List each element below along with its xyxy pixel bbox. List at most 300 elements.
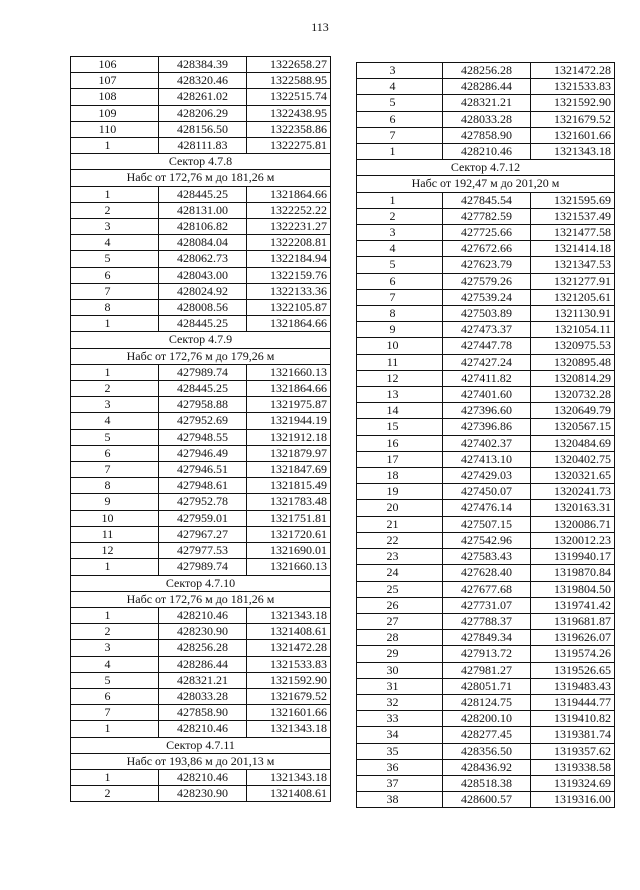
coordinate-y: 1321343.18: [531, 144, 615, 160]
table-row: [71, 73, 331, 89]
point-number: 1: [71, 721, 159, 737]
coordinate-x: 428321.21: [159, 672, 247, 688]
coordinate-x: 427539.24: [443, 289, 531, 305]
coordinate-y: 1322358.86: [247, 121, 331, 137]
table-row: [357, 678, 615, 694]
point-number: 7: [71, 705, 159, 721]
point-number: 12: [71, 543, 159, 559]
table-row: [71, 769, 331, 785]
coordinate-y: 1322588.95: [247, 73, 331, 89]
table-row: [357, 257, 615, 273]
table-row: [71, 640, 331, 656]
point-number: 7: [357, 127, 443, 143]
coordinate-x: 427958.88: [159, 397, 247, 413]
coordinate-x: 428062.73: [159, 251, 247, 267]
coordinate-y: 1319324.69: [531, 775, 615, 791]
table-row: [71, 526, 331, 542]
point-number: 38: [357, 792, 443, 808]
coordinate-y: 1321660.13: [247, 364, 331, 380]
sector-heading: Сектор 4.7.8: [71, 154, 331, 170]
table-row: [71, 381, 331, 397]
point-number: 18: [357, 468, 443, 484]
sector-heading: Набс от 192,47 м до 201,20 м: [357, 176, 615, 192]
coordinate-x: 428445.25: [159, 186, 247, 202]
point-number: 1: [71, 316, 159, 332]
point-number: 14: [357, 403, 443, 419]
coordinate-y: 1320321.65: [531, 468, 615, 484]
point-number: 1: [71, 769, 159, 785]
point-number: 2: [357, 208, 443, 224]
sector-heading-row: [71, 737, 331, 753]
coordinate-x: 428043.00: [159, 267, 247, 283]
coordinate-x: 428286.44: [443, 79, 531, 95]
coordinate-x: 427476.14: [443, 500, 531, 516]
table-row: [71, 543, 331, 559]
coordinate-y: 1321660.13: [247, 559, 331, 575]
coordinate-x: 427981.27: [443, 662, 531, 678]
point-number: 3: [71, 640, 159, 656]
coordinate-y: 1321679.52: [531, 111, 615, 127]
sector-heading-row: [357, 160, 615, 176]
table-row: [357, 192, 615, 208]
table-row: [71, 316, 331, 332]
coordinate-x: 427946.49: [159, 445, 247, 461]
sector-heading-row: [71, 591, 331, 607]
point-number: 106: [71, 57, 159, 73]
coordinate-x: 428600.57: [443, 792, 531, 808]
table-row: [357, 646, 615, 662]
coordinate-x: 428436.92: [443, 759, 531, 775]
sector-heading: Сектор 4.7.10: [71, 575, 331, 591]
point-number: 10: [71, 510, 159, 526]
coordinate-x: 427429.03: [443, 468, 531, 484]
point-number: 107: [71, 73, 159, 89]
coordinate-y: 1319574.26: [531, 646, 615, 662]
table-row: [71, 688, 331, 704]
coordinate-x: 428106.82: [159, 219, 247, 235]
coordinate-x: 427427.24: [443, 354, 531, 370]
coordinate-y: 1319338.58: [531, 759, 615, 775]
table-row: [357, 451, 615, 467]
point-number: 22: [357, 532, 443, 548]
coordinate-x: 428230.90: [159, 624, 247, 640]
coordinate-y: 1322658.27: [247, 57, 331, 73]
coordinate-y: 1320649.79: [531, 403, 615, 419]
point-number: 10: [357, 338, 443, 354]
coordinate-y: 1321347.53: [531, 257, 615, 273]
table-row: [71, 478, 331, 494]
coordinate-x: 427623.79: [443, 257, 531, 273]
coordinate-x: 427542.96: [443, 532, 531, 548]
table-row: [71, 300, 331, 316]
point-number: 1: [71, 186, 159, 202]
coordinate-x: 427396.86: [443, 419, 531, 435]
point-number: 1: [357, 144, 443, 160]
table-row: [357, 338, 615, 354]
coordinate-y: 1321690.01: [247, 543, 331, 559]
coordinate-y: 1319804.50: [531, 581, 615, 597]
table-row: [357, 127, 615, 143]
point-number: 6: [71, 445, 159, 461]
table-body-left: [71, 57, 331, 802]
sector-heading-row: [71, 154, 331, 170]
table-row: [71, 219, 331, 235]
point-number: 3: [71, 397, 159, 413]
table-row: [71, 607, 331, 623]
table-row: [71, 138, 331, 154]
coordinate-y: 1319357.62: [531, 743, 615, 759]
coordinate-y: 1322159.76: [247, 267, 331, 283]
coordinate-y: 1322105.87: [247, 300, 331, 316]
coordinate-y: 1320012.23: [531, 532, 615, 548]
point-number: 7: [71, 462, 159, 478]
coordinate-x: 428445.25: [159, 381, 247, 397]
table-row: [357, 711, 615, 727]
coordinate-x: 428210.46: [159, 721, 247, 737]
table-row: [71, 786, 331, 802]
point-number: 9: [71, 494, 159, 510]
coordinate-y: 1321601.66: [531, 127, 615, 143]
coordinate-x: 427952.78: [159, 494, 247, 510]
coordinate-x: 427858.90: [443, 127, 531, 143]
coordinate-y: 1321720.61: [247, 526, 331, 542]
coordinate-y: 1322208.81: [247, 235, 331, 251]
coordinate-y: 1321414.18: [531, 241, 615, 257]
sector-heading-row: [71, 348, 331, 364]
table-row: [71, 397, 331, 413]
coordinate-y: 1319381.74: [531, 727, 615, 743]
coordinate-y: 1319741.42: [531, 597, 615, 613]
point-number: 8: [357, 306, 443, 322]
point-number: 6: [71, 267, 159, 283]
point-number: 110: [71, 121, 159, 137]
coordinate-x: 427725.66: [443, 225, 531, 241]
point-number: 24: [357, 565, 443, 581]
coordinate-y: 1320567.15: [531, 419, 615, 435]
coordinate-y: 1321533.83: [247, 656, 331, 672]
coordinate-y: 1321864.66: [247, 316, 331, 332]
coordinates-table-left: [70, 56, 331, 802]
coordinate-y: 1321472.28: [247, 640, 331, 656]
point-number: 7: [357, 289, 443, 305]
point-number: 36: [357, 759, 443, 775]
coordinate-x: 428445.25: [159, 316, 247, 332]
coordinate-x: 427913.72: [443, 646, 531, 662]
coordinate-x: 428384.39: [159, 57, 247, 73]
point-number: 7: [71, 283, 159, 299]
coordinate-y: 1322275.81: [247, 138, 331, 154]
coordinate-y: 1321912.18: [247, 429, 331, 445]
table-row: [357, 597, 615, 613]
coordinate-y: 1322438.95: [247, 105, 331, 121]
table-row: [357, 662, 615, 678]
table-row: [357, 630, 615, 646]
coordinate-y: 1319410.82: [531, 711, 615, 727]
table-row: [357, 403, 615, 419]
table-row: [357, 208, 615, 224]
table-row: [71, 445, 331, 461]
table-body-right: [357, 63, 615, 808]
coordinate-y: 1319870.84: [531, 565, 615, 581]
point-number: 2: [71, 202, 159, 218]
sector-heading: Сектор 4.7.11: [71, 737, 331, 753]
coordinate-x: 427396.60: [443, 403, 531, 419]
table-row: [357, 694, 615, 710]
point-number: 5: [71, 251, 159, 267]
coordinate-x: 428356.50: [443, 743, 531, 759]
sector-heading: Сектор 4.7.12: [357, 160, 615, 176]
point-number: 16: [357, 435, 443, 451]
point-number: 8: [71, 300, 159, 316]
table-row: [357, 144, 615, 160]
coordinate-x: 427967.27: [159, 526, 247, 542]
coordinate-y: 1319940.17: [531, 549, 615, 565]
table-row: [71, 462, 331, 478]
coordinate-x: 428156.50: [159, 121, 247, 137]
coordinate-x: 427628.40: [443, 565, 531, 581]
point-number: 9: [357, 322, 443, 338]
coordinate-y: 1320732.28: [531, 387, 615, 403]
coordinate-x: 428230.90: [159, 786, 247, 802]
sector-heading-row: [71, 753, 331, 769]
table-row: [357, 273, 615, 289]
coordinate-y: 1319681.87: [531, 613, 615, 629]
coordinate-x: 428518.38: [443, 775, 531, 791]
point-number: 3: [357, 225, 443, 241]
table-row: [357, 565, 615, 581]
coordinate-x: 427503.89: [443, 306, 531, 322]
point-number: 109: [71, 105, 159, 121]
coordinate-x: 428124.75: [443, 694, 531, 710]
table-row: [357, 95, 615, 111]
point-number: 2: [71, 624, 159, 640]
coordinate-y: 1321592.90: [531, 95, 615, 111]
coordinate-x: 427401.60: [443, 387, 531, 403]
table-row: [71, 364, 331, 380]
coordinate-y: 1321592.90: [247, 672, 331, 688]
coordinate-y: 1322252.22: [247, 202, 331, 218]
coordinate-y: 1320814.29: [531, 370, 615, 386]
coordinate-y: 1321533.83: [531, 79, 615, 95]
point-number: 15: [357, 419, 443, 435]
table-row: [357, 516, 615, 532]
point-number: 35: [357, 743, 443, 759]
point-number: 21: [357, 516, 443, 532]
coordinate-x: 427989.74: [159, 364, 247, 380]
coordinate-y: 1321054.11: [531, 322, 615, 338]
coordinate-x: 427959.01: [159, 510, 247, 526]
coordinate-y: 1321864.66: [247, 186, 331, 202]
table-row: [71, 251, 331, 267]
point-number: 3: [71, 219, 159, 235]
coordinate-x: 427731.07: [443, 597, 531, 613]
point-number: 11: [357, 354, 443, 370]
coordinate-x: 427858.90: [159, 705, 247, 721]
point-number: 4: [71, 413, 159, 429]
coordinate-x: 428131.00: [159, 202, 247, 218]
coordinate-x: 428286.44: [159, 656, 247, 672]
coordinate-y: 1321751.81: [247, 510, 331, 526]
coordinate-x: 427507.15: [443, 516, 531, 532]
coordinate-x: 427948.55: [159, 429, 247, 445]
coordinate-y: 1321205.61: [531, 289, 615, 305]
coordinate-x: 428008.56: [159, 300, 247, 316]
coordinate-y: 1321343.18: [247, 721, 331, 737]
table-row: [71, 672, 331, 688]
table-row: [71, 559, 331, 575]
point-number: 34: [357, 727, 443, 743]
coordinate-x: 427989.74: [159, 559, 247, 575]
table-row: [357, 727, 615, 743]
table-row: [357, 419, 615, 435]
coordinate-x: 428320.46: [159, 73, 247, 89]
sector-heading-row: [71, 170, 331, 186]
point-number: 2: [71, 381, 159, 397]
point-number: 29: [357, 646, 443, 662]
point-number: 6: [71, 688, 159, 704]
coordinate-y: 1321408.61: [247, 786, 331, 802]
coordinate-x: 427977.53: [159, 543, 247, 559]
table-row: [357, 370, 615, 386]
coordinate-y: 1319626.07: [531, 630, 615, 646]
coordinate-x: 428256.28: [159, 640, 247, 656]
point-number: 23: [357, 549, 443, 565]
point-number: 1: [71, 364, 159, 380]
table-row: [357, 549, 615, 565]
coordinate-y: 1319526.65: [531, 662, 615, 678]
point-number: 13: [357, 387, 443, 403]
sector-heading-row: [71, 332, 331, 348]
table-row: [357, 759, 615, 775]
page-number: 113: [311, 20, 329, 34]
coordinate-y: 1319483.43: [531, 678, 615, 694]
coordinate-y: 1321537.49: [531, 208, 615, 224]
coordinate-y: 1321601.66: [247, 705, 331, 721]
table-row: [71, 510, 331, 526]
point-number: 6: [357, 111, 443, 127]
point-number: 12: [357, 370, 443, 386]
sector-heading: Сектор 4.7.9: [71, 332, 331, 348]
table-row: [357, 322, 615, 338]
coordinate-y: 1320241.73: [531, 484, 615, 500]
coordinate-y: 1321343.18: [247, 607, 331, 623]
table-row: [357, 468, 615, 484]
coordinate-x: 427677.68: [443, 581, 531, 597]
point-number: 1: [71, 138, 159, 154]
coordinate-x: 427579.26: [443, 273, 531, 289]
point-number: 5: [71, 672, 159, 688]
coordinate-x: 427788.37: [443, 613, 531, 629]
coordinate-x: 427583.43: [443, 549, 531, 565]
table-row: [357, 63, 615, 79]
table-row: [357, 613, 615, 629]
sector-heading: Набс от 172,76 м до 181,26 м: [71, 591, 331, 607]
point-number: 1: [71, 607, 159, 623]
table-row: [357, 743, 615, 759]
coordinates-table-right: [356, 62, 615, 808]
point-number: 3: [357, 63, 443, 79]
point-number: 28: [357, 630, 443, 646]
coordinate-y: 1321815.49: [247, 478, 331, 494]
point-number: 2: [71, 786, 159, 802]
point-number: 5: [71, 429, 159, 445]
coordinate-x: 428033.28: [443, 111, 531, 127]
table-row: [71, 429, 331, 445]
point-number: 8: [71, 478, 159, 494]
coordinate-x: 427473.37: [443, 322, 531, 338]
coordinate-x: 428024.92: [159, 283, 247, 299]
coordinate-x: 428210.46: [159, 769, 247, 785]
sector-heading: Набс от 172,76 м до 179,26 м: [71, 348, 331, 364]
coordinate-y: 1321944.19: [247, 413, 331, 429]
point-number: 26: [357, 597, 443, 613]
point-number: 19: [357, 484, 443, 500]
point-number: 31: [357, 678, 443, 694]
table-row: [357, 289, 615, 305]
coordinate-x: 428210.46: [159, 607, 247, 623]
coordinate-x: 428200.10: [443, 711, 531, 727]
coordinate-x: 427952.69: [159, 413, 247, 429]
coordinate-y: 1322515.74: [247, 89, 331, 105]
point-number: 17: [357, 451, 443, 467]
table-row: [71, 267, 331, 283]
sector-heading-row: [71, 575, 331, 591]
coordinate-y: 1322231.27: [247, 219, 331, 235]
coordinate-y: 1321477.58: [531, 225, 615, 241]
coordinate-y: 1319444.77: [531, 694, 615, 710]
coordinate-y: 1320975.53: [531, 338, 615, 354]
table-row: [357, 225, 615, 241]
table-row: [71, 283, 331, 299]
coordinate-y: 1321847.69: [247, 462, 331, 478]
coordinate-x: 427447.78: [443, 338, 531, 354]
point-number: 4: [357, 79, 443, 95]
coordinate-x: 427413.10: [443, 451, 531, 467]
table-row: [357, 241, 615, 257]
coordinate-y: 1321343.18: [247, 769, 331, 785]
table-row: [71, 656, 331, 672]
coordinate-y: 1322133.36: [247, 283, 331, 299]
point-number: 30: [357, 662, 443, 678]
point-number: 5: [357, 95, 443, 111]
table-row: [357, 500, 615, 516]
coordinate-y: 1321783.48: [247, 494, 331, 510]
table-row: [71, 57, 331, 73]
table-row: [71, 89, 331, 105]
table-row: [71, 202, 331, 218]
point-number: 37: [357, 775, 443, 791]
point-number: 4: [357, 241, 443, 257]
sector-heading-row: [357, 176, 615, 192]
coordinate-x: 428256.28: [443, 63, 531, 79]
coordinate-y: 1321679.52: [247, 688, 331, 704]
coordinate-x: 428321.21: [443, 95, 531, 111]
coordinate-y: 1320402.75: [531, 451, 615, 467]
point-number: 32: [357, 694, 443, 710]
coordinate-x: 428261.02: [159, 89, 247, 105]
coordinate-x: 428051.71: [443, 678, 531, 694]
coordinate-x: 428084.04: [159, 235, 247, 251]
table-row: [71, 413, 331, 429]
coordinate-y: 1321975.87: [247, 397, 331, 413]
coordinate-y: 1320086.71: [531, 516, 615, 532]
point-number: 1: [71, 559, 159, 575]
table-row: [357, 435, 615, 451]
coordinate-x: 427672.66: [443, 241, 531, 257]
coordinate-y: 1320484.69: [531, 435, 615, 451]
table-row: [71, 624, 331, 640]
point-number: 11: [71, 526, 159, 542]
